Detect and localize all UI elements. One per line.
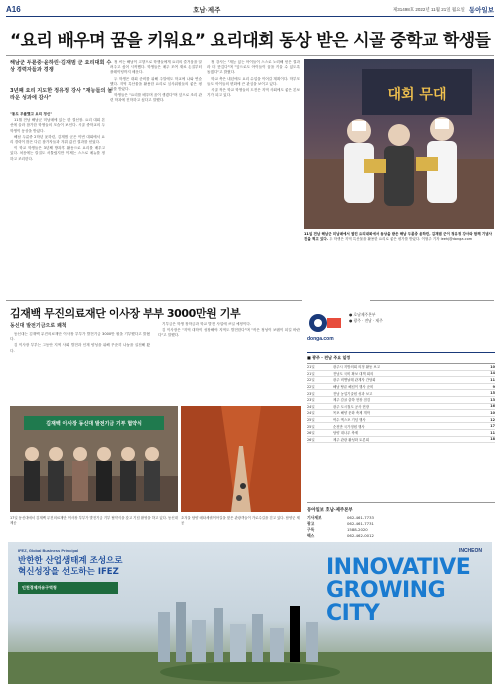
cell-value: 13 (490, 397, 495, 402)
sidebar-box (307, 304, 495, 544)
subhead-1: 해남군 두륜중·윤하린·김재범 군 요리대회 수상 경력자들과 경쟁 (10, 60, 112, 73)
article-paragraph: 이 학교 학생들은 3년째 방과후 활동으로 요리를 배우고 있다. 처음에는 칼질도 서툴렀지만 이제는 스스로 메뉴를 정하고 조리한다. (10, 146, 105, 161)
article-paragraph: 김 이사장 부부는 그동안 지역 사회 발전과 인재 양성을 위해 꾸준히 나눔을 실천해 왔다. (10, 343, 150, 353)
table-row (307, 371, 495, 378)
article-paragraph: 김 이사장은 "지역 대학이 성장해야 지역도 발전한다"며 "작은 정성이 보탬이 되길 바란다"고 말했다. (158, 328, 300, 338)
caption-credit: 이형주 기자 leehj@donga.com (421, 237, 473, 241)
article-column-2 (110, 60, 202, 297)
table-row (307, 364, 495, 371)
article-paragraph: 시골 작은 학교 학생들의 도전은 지역 사회에도 좋은 본보기가 되고 있다. (207, 88, 300, 98)
article-column-1 (10, 112, 105, 297)
event-sign-text: 대회 무대 (387, 87, 447, 103)
table-row (307, 423, 495, 430)
table-row (307, 404, 495, 411)
caption-lead: 11일 전남 해남군 미남매에서 열린 요리대회에서 동상을 받은 해남 두륜중 윤하린, 김재범 군이 정유정 강사와 함께 기념사진을 찍고 있다. (304, 232, 492, 241)
issue-info: 제31498호 2022년 11월 21일 월요일 (392, 6, 465, 12)
autumn-trees-photo (181, 406, 301, 512)
ad-slogan-line: 반한한 산업생태계 조성으로 (18, 556, 123, 566)
cell-event: 광주시 지방의회 의정 활동 보고 (333, 365, 380, 370)
photo-caption-1 (304, 232, 494, 242)
story2-headline: 김재백 무진의료재단 이사장 부부 3000만원 기부 (10, 307, 241, 320)
article-paragraph: 학교 측은 내년에도 요리 수업을 이어갈 계획이다. 학부모들도 아이들의 변화에 큰 관심을 보이고 있다. (207, 76, 300, 86)
award-photo (304, 59, 494, 229)
contact-label: 기사제보 (307, 515, 322, 520)
article-paragraph: 기부금은 학생 장학금과 학교 발전 사업에 쓰일 예정이다. (162, 322, 251, 326)
ceremony-banner: 김재백 이사장 동신대 발전기금 기부 협약식 (24, 416, 164, 430)
article-paragraph: 동신대는 김재백 무진의료재단 이사장 부부가 발전기금 3000만 원을 기부했다고 밝혔다. (10, 332, 150, 342)
cell-date: 23일 (307, 398, 315, 403)
cell-event: 제주 관광 활성화 토론회 (333, 437, 369, 442)
cell-date: 22일 (307, 378, 315, 383)
story2-subhead: 동신대 발전기금으로 쾌척 (10, 323, 67, 329)
cell-date: 25일 (307, 418, 315, 423)
cell-event: 제주 감귤 출하 현장 점검 (333, 398, 371, 403)
contact-label: 구독 (307, 527, 315, 532)
cell-date: 26일 (307, 431, 315, 436)
contact-value: 062-461-7731 (347, 521, 374, 526)
article-paragraph: 두 학생은 대회 준비를 위해 주말에도 학교에 나와 연습했다. 지역 특산물을 활용한 요리로 심사위원들의 좋은 평가를 받았다. (110, 76, 202, 92)
article-paragraph: 정 씨는 해남이 고향으로 학생들에게 요리의 즐거움을 알려주고 싶어 시작했다. 학생들은 매주 모여 재료 손질부터 플레이팅까지 배운다. (110, 60, 202, 75)
sidebar-logo (307, 312, 343, 348)
ad-brand: INCHEON (458, 548, 482, 554)
ad-big-line: CITY (326, 601, 380, 626)
table-row (307, 437, 495, 444)
ad-slogan (18, 556, 122, 578)
contact-value: 1588-2020 (347, 527, 368, 532)
story2-column-1 (10, 332, 150, 402)
cell-date: 22일 (307, 385, 315, 390)
cell-date: 21일 (307, 371, 315, 376)
bureau-contacts (307, 502, 495, 539)
cell-event: 해남 땅끝 해넘이 행사 준비 (333, 385, 374, 390)
table-row (307, 430, 495, 437)
story2-column-2 (158, 322, 300, 402)
cell-date: 23일 (307, 391, 315, 396)
photo-caption-2: 17일 동신대에서 김재백 무진의료재단 이사장 부부가 발전기금 기부 협약식을 갖고 기념 촬영을 하고 있다. 동신대 제공 (10, 516, 178, 525)
contact-value: 062-462-0012 (347, 533, 374, 538)
contact-row (307, 533, 495, 539)
photo-caption-3: 초겨울 담양 메타세쿼이아길을 찾은 관광객들이 가로수길을 걷고 있다. 담양군 제공 (181, 516, 300, 525)
table-row (307, 390, 495, 397)
tree-lined-road (181, 406, 301, 512)
contact-label: 팩스 (307, 533, 315, 538)
cell-date: 24일 (307, 404, 315, 409)
cell-event: 광주 비엔날레 관계자 간담회 (333, 378, 376, 383)
page-header (6, 3, 494, 17)
cell-event: 목포 해양 문화 축제 개막 (333, 411, 371, 416)
cell-value: 15 (490, 391, 495, 396)
caption-body: 두 학생은 지역 특산물을 활용한 요리로 좋은 평가를 받았다. (329, 237, 421, 241)
table-row (307, 417, 495, 424)
cell-event: 전남 농업기술원 성과 보고 (333, 391, 373, 396)
ad-agency-badge: 인천경제자유구역청 (18, 582, 118, 594)
table-row (307, 397, 495, 404)
ad-big-line: GROWING (326, 578, 446, 603)
sidebar-info-line: ● 광주 · 전남 · 제주 (349, 318, 383, 323)
ceremony-figures (10, 436, 178, 512)
subhead-2: 3년째 요리 지도한 정유정 강사 "재능들의 놀라운 성과에 감사" (10, 88, 113, 101)
cell-event: 광주 도시철도 공사 현장 (333, 404, 369, 409)
sidebar-info-line: ● 호남제주본부 (349, 312, 376, 317)
donation-photo (10, 406, 178, 512)
cell-event: 여수 엑스포 기념 행사 (333, 418, 366, 423)
sidebar-info (349, 312, 383, 324)
newspaper-logo: 동아일보 (468, 7, 494, 14)
table-row (307, 384, 495, 391)
cell-date: 24일 (307, 411, 315, 416)
article-lead: "통도 무릎했고 요리 정신" (10, 112, 53, 116)
cell-date: 21일 (307, 365, 315, 370)
cell-value: 14 (490, 371, 495, 376)
people-figures (304, 99, 494, 229)
schedule-title: ■ 광주 · 전남 주요 일정 (307, 353, 495, 364)
cell-event: 순천만 국가정원 행사 (333, 424, 365, 429)
cell-value: 10 (490, 410, 495, 415)
contact-value: 062-461-7733 (347, 515, 374, 520)
cell-value: 17 (490, 424, 495, 429)
ad-big-line: INNOVATIVE (326, 555, 471, 580)
cell-event: 전남도 국비 확보 대책 회의 (333, 371, 374, 376)
donga-logo-icon (307, 312, 343, 334)
ad-big-title (326, 556, 470, 625)
section-title: 호남·제주 (193, 7, 221, 14)
page-number: A16 (6, 5, 21, 14)
cell-value: 11 (490, 377, 495, 382)
ad-tagline: IFEZ, Global Business Principal (18, 548, 79, 553)
ifez-advertisement[interactable] (8, 542, 492, 684)
divider (6, 300, 302, 301)
cell-value: 18 (490, 437, 495, 442)
cell-value: 9 (492, 384, 495, 389)
article-paragraph: 해남 두륜중 2학년 윤하린, 김재범 군은 이번 대회에서 요리 경력이 많은 다른 참가자들과 겨뤄 값진 결과를 얻었다. (10, 134, 105, 145)
divider (6, 55, 494, 56)
divider (370, 300, 494, 301)
sidebar-logo-text: donga.com (307, 336, 334, 342)
cell-value: 16 (490, 404, 495, 409)
cell-value: 10 (490, 364, 495, 369)
ad-slogan-line: 혁신성장을 선도하는 IFEZ (18, 567, 119, 577)
article-paragraph: 11월 전남 해남군 미남매에 있는 한 결선장. 요리 대회 본선에 올라 참가한 학생들의 모습이 보인다. 시골 중학교의 두 학생이 동상을 받았다. (10, 118, 105, 133)
table-row (307, 410, 495, 417)
table-row (307, 377, 495, 384)
bureau-name: 동아일보 호남·제주본부 (307, 508, 353, 513)
cell-value: 11 (490, 430, 495, 435)
article-column-3 (207, 60, 300, 297)
cell-value: 12 (490, 417, 495, 422)
schedule-table (307, 352, 495, 443)
article-paragraph: 학생들은 "요리를 배우며 꿈이 생겼다"며 앞으로 조리 관련 학과에 진학하고 싶다고 말했다. (110, 93, 202, 103)
cell-event: 담양 대나무 축제 (333, 431, 359, 436)
article-paragraph: 정 강사는 "재능 있는 아이들이 스스로 노력해 얻은 결과라 더 뜻깊다"며 "앞으로도 아이들이 꿈을 키울 수 있도록 돕겠다"고 밝혔다. (207, 60, 300, 75)
main-headline: “요리 배우며 꿈을 키워요” 요리대회 동상 받은 시골 중학교 학생들 (10, 31, 491, 51)
contact-label: 광고 (307, 521, 315, 526)
cell-date: 25일 (307, 424, 315, 429)
cell-date: 26일 (307, 437, 315, 442)
